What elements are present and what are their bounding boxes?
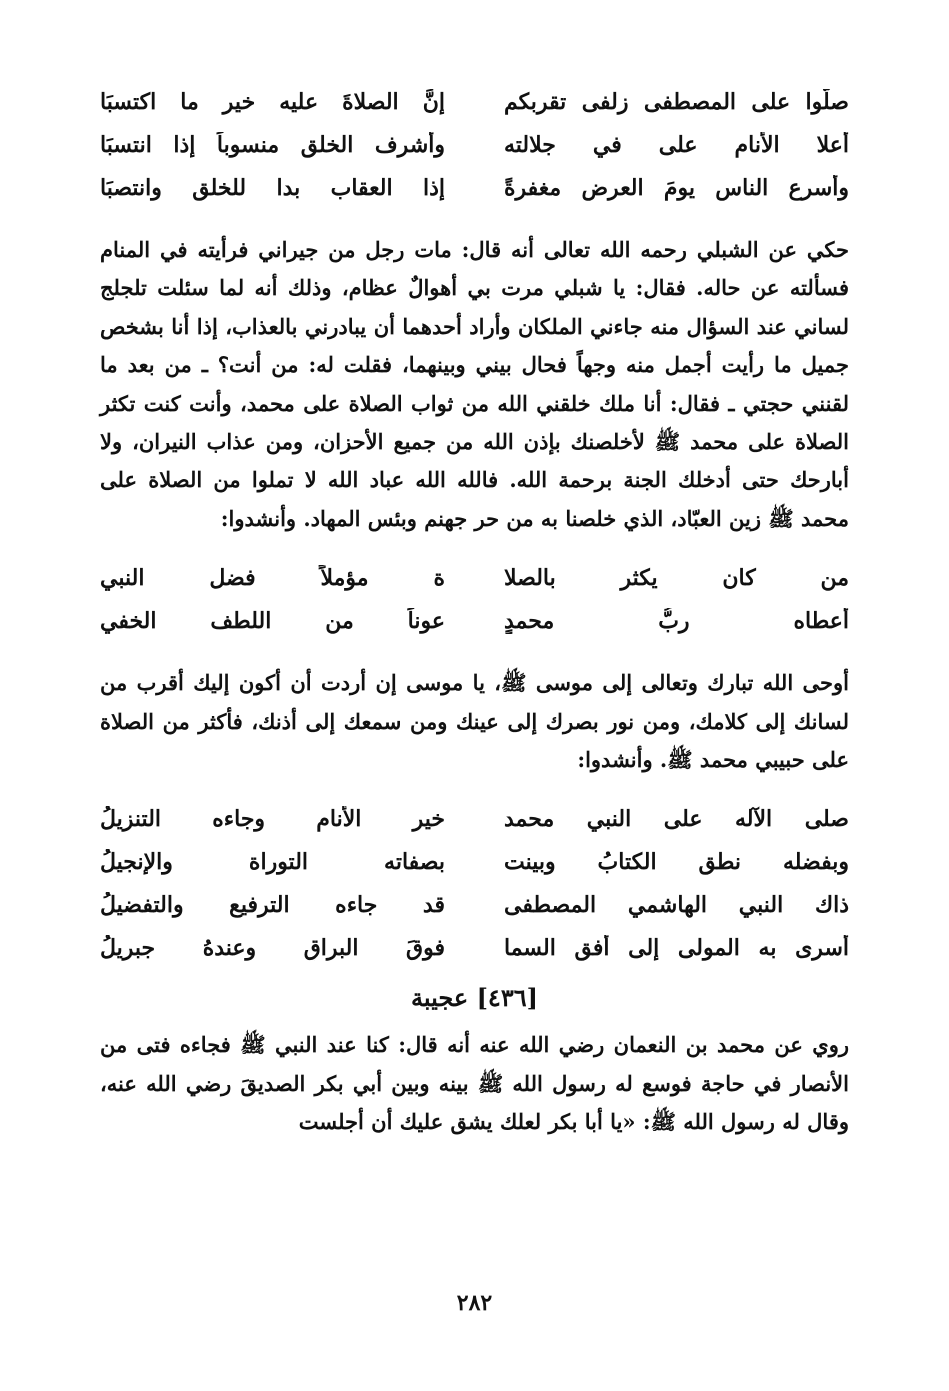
verse-second-half: قد جاءه الترفيع والتفضيلُ xyxy=(100,891,445,918)
verse-first-half: وأسرع الناس يومَ العرض مغفرةً xyxy=(504,174,849,201)
verse-second-half: ة مؤملاً فضل النبي xyxy=(100,564,445,591)
verse-row xyxy=(100,883,849,926)
verse-row xyxy=(100,840,849,883)
verse-first-half: أعطاه ربُّ محمدٍ xyxy=(504,607,849,634)
paragraph-text: حكي عن الشبلي رحمه الله تعالى أنه قال: مات رجل من جيراني فرأيته في المنام فسألته عن حاله. فقال: يا شبلي مرت بي أهوالٌ عظام، وذلك أنه لما سئلت تلجلج لساني عند السؤال منه جاءني الملكان وأراد أحدهما أن يبادرني بالعذاب، إذا أنا بشخص جميل ما رأيت أجمل منه وجهاً فحال بيني وبينهما، فقلت له: من أنت؟ ـ من بعد ما لقنني حجتي ـ فقال: أنا ملك خلقني الله من ثواب الصلاة على محمد، وأنت كنت تكثر الصلاة على محمد ﷺ لأخلصنك بإذن الله من جميع الأحزان، ومن عذاب النيران، ولا أبارحك حتى أدخلك الجنة برحمة الله. فالله الله عباد الله لا تملوا من الصلاة على محمد ﷺ زين العبّاد، الذي خلصنا به من حر جهنم وبئس المهاد. وأنشدوا: xyxy=(100,237,849,531)
verse-second-half: فوقَ البراقِ وعندهُ جبريلُ xyxy=(100,934,445,961)
verse-first-half: وبفضله نطق الكتابُ وبينت xyxy=(504,848,849,875)
paragraph-shibli-story xyxy=(100,231,849,538)
verse-first-half: صلُّوا على المصطفى زلفى تقربكم xyxy=(504,88,849,115)
paragraph-numan-story xyxy=(100,1026,849,1141)
verse-row xyxy=(100,926,849,969)
verse-first-half: من كان يكثر بالصلا xyxy=(504,564,849,591)
verse-second-half: عوناً من اللطف الخفي xyxy=(100,607,445,634)
section-title: [٤٣٦] عجيبة xyxy=(411,983,538,1013)
verse-row xyxy=(100,166,849,209)
verse-row xyxy=(100,599,849,642)
verse-first-half: ذاك النبي الهاشمي المصطفى xyxy=(504,891,849,918)
verse-row xyxy=(100,556,849,599)
poem-3 xyxy=(100,797,849,969)
verse-second-half: خير الأنام وجاءه التنزيلُ xyxy=(100,805,445,832)
verse-first-half: أسرى به المولى إلى أفق السما xyxy=(504,934,849,961)
poem-2 xyxy=(100,556,849,642)
paragraph-text: روي عن محمد بن النعمان رضي الله عنه أنه قال: كنا عند النبي ﷺ فجاءه فتى من الأنصار في حاجة فوسع له رسول الله ﷺ بينه وبين أبي بكر الصديقَ رضي الله عنه، وقال له رسول الله ﷺ: «يا أبا بكر لعلك يشق عليك أن أجلست xyxy=(100,1032,849,1135)
verse-second-half: إذا العقاب بدا للخلق وانتصبَا xyxy=(100,174,445,201)
verse-row xyxy=(100,797,849,840)
verse-second-half: وأشرف الخلق منسوباً إذا انتسبَا xyxy=(100,131,445,158)
page-number: ٢٨٢ xyxy=(456,1290,493,1316)
verse-first-half: صلى الآله على النبي محمد xyxy=(504,805,849,832)
verse-row xyxy=(100,80,849,123)
verse-row xyxy=(100,123,849,166)
verse-first-half: أعلا الأنام على في جلالته xyxy=(504,131,849,158)
poem-1 xyxy=(100,80,849,209)
paragraph-text: أوحى الله تبارك وتعالى إلى موسى ﷺ، يا موسى إن أردت أن أكون إليك أقرب من لسانك إلى كلامك، ومن نور بصرك إلى عينك ومن سمعك إلى أذنك، فأكثر من الصلاة على حبيبي محمد ﷺ. وأنشدوا: xyxy=(100,670,849,773)
paragraph-musa xyxy=(100,664,849,779)
verse-second-half: إنَّ الصلاةَ عليه خير ما اكتسبَا xyxy=(100,88,445,115)
verse-second-half: بصفاته التوراة والإنجيلُ xyxy=(100,848,445,875)
